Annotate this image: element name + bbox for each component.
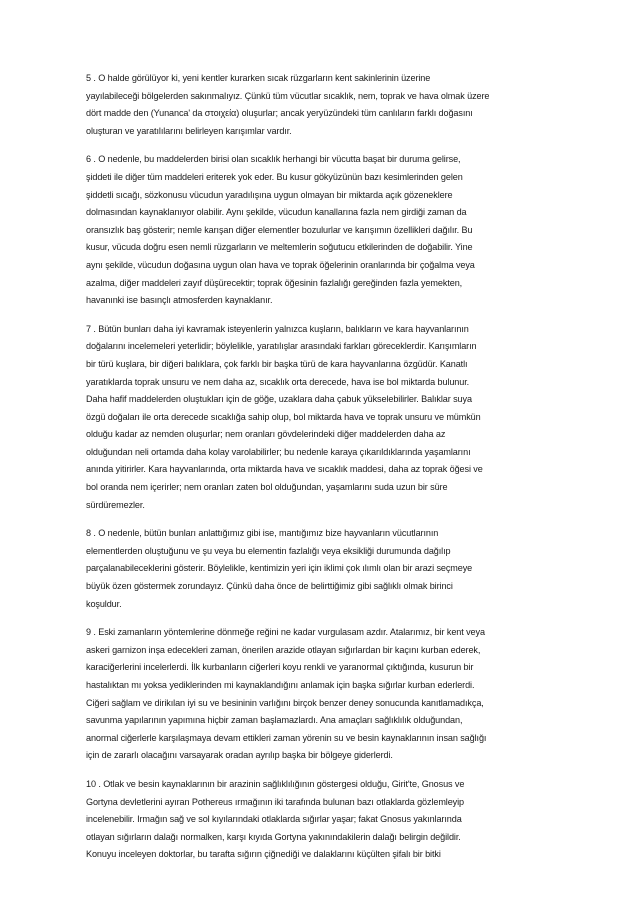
text-line: şiddetli sıcağı, sözkonusu vücudun yaradılışına uygun olmayan bir miktarda açık gözeneklere: [86, 189, 453, 200]
text-line: Gortyna devletlerini ayıran Pothereus ırmağının iki tarafında bulunan bazı otlaklarda gözlemleyip: [86, 796, 465, 807]
text-line: sürdüremezler.: [86, 499, 145, 510]
text-line: 5 . O halde görülüyor ki, yeni kentler kurarken sıcak rüzgarların kent sakinlerinin üzerine: [86, 73, 431, 83]
text-line: karaciğerlerini incelerlerdi. İlk kurbanların ciğerleri koyu renkli ve yaranormal çıktığında, kusurun bir: [86, 662, 474, 673]
text-line: havanınki ise basınçlı atmosferden kaynaklanır.: [86, 295, 273, 306]
text-line: olduğu kadar az nemden oluşurlar; nem oranları gövdelerindeki diğer maddelerden daha az: [86, 429, 446, 440]
paragraph-9: [86, 624, 568, 765]
text-line: parçalanabileceklerini gösterir. Böylelikle, kentimizin yeri için iklimi çok ılımlı olan bir arazi seçmeye: [86, 563, 473, 574]
text-line: olduğundan neli ortamda daha kolay varolabilirler; bu nedenle karaya çıkarıldıklarında yaşamlarını: [86, 446, 471, 457]
text-line: savunma yapılarının yapımına hiçbir zaman başlamazlardı. Ana amaçları sağlıklılık olduğundan,: [86, 715, 463, 726]
text-line: Ciğeri sağlam ve dirikılan iyi su ve besininin varlığını birçok benzer deney sonucunda kanıtlamadıkça,: [86, 697, 484, 708]
text-line: askeri garnizon inşa edecekleri zaman, önerilen arazide otlayan sığırlardan bir kaçını kurban ederek,: [86, 644, 481, 655]
paragraph-6: [86, 151, 568, 309]
text-line: elementlerden oluştuğunu ve şu veya bu elementin fazlalığı veya eksikliği durumunda dağılıp: [86, 545, 451, 556]
text-line: anormal ciğerlerle karşılaşmaya devam ettikleri zaman yörenin su ve besin kaynaklarının insan sağlığı: [86, 732, 487, 743]
text-line: oransızlık baş gösterir; nemle karışan diğer elementler bozulurlar ve karışımın özellikleri dağılır. Bu: [86, 224, 473, 235]
text-line: 7 . Bütün bunları daha iyi kavramak isteyenlerin yalnızca kuşların, balıkların ve kara hayvanlarının: [86, 323, 469, 334]
text-line: koşuldur.: [86, 598, 122, 609]
text-line: büyük özen göstermek zorundayız. Çünkü daha önce de belirttiğimiz gibi sağlıklı olmak birinci: [86, 581, 453, 592]
text-line: 6 . O nedenle, bu maddelerden birisi olan sıcaklık herhangi bir vücutta başat bir duruma gelirse,: [86, 154, 461, 165]
text-line: incelenebilir. Irmağın sağ ve sol kıyılarındaki otlaklarda sığırlar yaşar; fakat Gnosus yakınlarında: [86, 814, 462, 825]
document-body: [86, 70, 568, 875]
text-line: dört madde den (Yunanca' da στοιχεία) oluşurlar; ancak yeryüzündeki tüm canlıların farklı doğasını: [86, 108, 473, 119]
paragraph-10: [86, 776, 568, 864]
text-line: şiddeti ile diğer tüm maddeleri eriterek yok eder. Bu kusur gökyüzünün bazı kesimlerinden gelen: [86, 171, 463, 182]
text-line: 8 . O nedenle, bütün bunları anlattığımız gibi ise, mantığımız bize hayvanların vücutlarının: [86, 528, 439, 539]
text-line: 9 . Eski zamanların yöntemlerine dönmeğe reğini ne kadar vurgulasam azdır. Atalarımız, bir kent veya: [86, 627, 485, 638]
text-line: özgü doğaları ile orta derecede sıcaklığa sahip olup, bol miktarda hava ve toprak unsuru ve mümkün: [86, 411, 481, 422]
text-line: Daha hafif maddelerden oluştukları için de göğe, uzaklara daha çabuk yükselebilirler. Balıklar suya: [86, 394, 472, 405]
text-line: dolmasından kaynaklanıyor olabilir. Aynı şekilde, vücudun kanallarına fazla nem girdiği zaman da: [86, 207, 467, 218]
text-line: doğalarını incelemeleri yeterlidir; böylelikle, yaratılışlar arasındaki farkları göreceklerdir. Karışımların: [86, 341, 477, 352]
text-line: anında yitirirler. Kara hayvanlarında, orta miktarda hava ve sıcaklık maddesi, daha az toprak öğesi ve: [86, 464, 483, 475]
text-line: oluşturan ve yaratılılarını belirleyen karışımlar vardır.: [86, 125, 292, 136]
paragraph-8: [86, 525, 568, 613]
text-line: 10 . Otlak ve besin kaynaklarının bir arazinin sağlıklılığının göstergesi olduğu, Girit'te, Gnosus ve: [86, 778, 465, 789]
text-line: Konuyu inceleyen doktorlar, bu tarafta sığırın çiğnediği ve dalaklarını küçülten şifalı bir bitki: [86, 849, 441, 860]
text-line: azalma, diğer maddeleri zayıf düşürecektir; toprak öğesinin fazlalığı gereğinden fazla yemekten,: [86, 277, 463, 288]
text-line: yaratıklarda toprak unsuru ve nem daha az, sıcaklık orta derecede, hava ise bol miktarda bulunur.: [86, 376, 470, 387]
text-line: kusur, vücuda doğru esen nemli rüzgarların ve meltemlerin soğutucu etkilerinden de doğabilir. Yine: [86, 242, 473, 253]
text-line: otlayan sığırların dalağı normalken, karşı kıyıda Gortyna yakınındakilerin dalağı belirgin değildir.: [86, 831, 461, 842]
text-line: için de zararlı olacağını varsayarak oradan ayrılıp başka bir bölgeye giderlerdi.: [86, 750, 393, 761]
text-line: bol oranda nem içerirler; nem oranları zaten bol olduğundan, yaşamlarını suda uzun bir süre: [86, 482, 448, 493]
text-line: bir türü kuşlara, bir diğeri balıklara, çok farklı bir başka türü de kara hayvanlarına özgüdür. Kanatlı: [86, 358, 468, 369]
text-line: yayılabileceği bölgelerden sakınmalıyız. Çünkü tüm vücutlar sıcaklık, nem, toprak ve hava olmak üzere: [86, 90, 490, 101]
text-line: aynı şekilde, vücudun doğasına uygun olan hava ve toprak öğelerinin oranlarında bir çoğalma veya: [86, 259, 475, 270]
paragraph-7: [86, 321, 568, 515]
text-line: hastalıktan mı yoksa yediklerinden mi kaynaklandığını anlamak için başka sığırlar kurban ederlerdi.: [86, 680, 475, 690]
paragraph-5: [86, 70, 568, 140]
